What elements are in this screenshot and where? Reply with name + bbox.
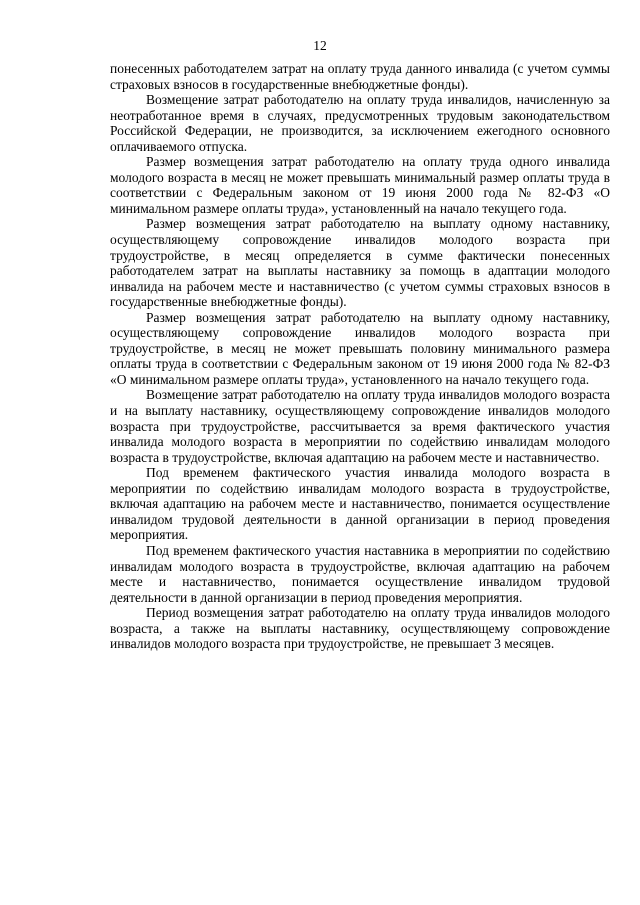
paragraph-compensation-period: Период возмещения затрат работодателю на оплату труда инвалидов молодого возраста, а также на выплаты наставнику, осуществляющему сопровождение инвалидов молодого возраста при трудоустройстве, не превышает 3 месяцев.	[110, 605, 610, 652]
paragraph-mentor-max-compensation: Размер возмещения затрат работодателю на выплату одному наставнику, осуществляющему сопровождение инвалидов молодого возраста при трудоустройстве, в месяц не может превышать половину минимального размера оплаты труда в соответствии с Федеральным законом от 19 июня 2000 года № 82-ФЗ «О минимальном размере оплаты труда», установленного на начало текущего года.	[110, 309, 610, 387]
paragraph-mentor-compensation: Размер возмещения затрат работодателю на выплату одному наставнику, осуществляющему сопровождение инвалидов молодого возраста при трудоустройстве, в месяц определяется в сумме фактически понесенных работодателем затрат на выплаты наставнику за помощь в адаптации молодого инвалида на рабочем месте и наставничество (с учетом суммы страховых взносов в государственные внебюджетные фонды).	[110, 216, 610, 310]
paragraph-mentor-participation-time: Под временем фактического участия наставника в мероприятии по содействию инвалидам молодого возраста в трудоустройстве, включая адаптацию на рабочем месте и наставничество, понимается осуществление инвалидом трудовой деятельности в данной организации в период проведения мероприятия.	[110, 542, 610, 605]
paragraph-continuation: понесенных работодателем затрат на оплату труда данного инвалида (с учетом суммы страховых взносов в государственные внебюджетные фонды).	[110, 61, 610, 92]
page-number: 12	[313, 38, 327, 53]
paragraph-max-wage-compensation: Размер возмещения затрат работодателю на оплату труда одного инвалида молодого возраста в месяц не может превышать минимальный размер оплаты труда в соответствии с Федеральным законом от 19 июня 2000 года № 82-ФЗ «О минимальном размере оплаты труда», установленный на начало текущего года.	[110, 154, 610, 216]
paragraph-disabled-participation-time: Под временем фактического участия инвалида молодого возраста в мероприятии по содействию инвалидам молодого возраста в трудоустройстве, включая адаптацию на рабочем месте и наставничество, понимается осуществление инвалидом трудовой деятельности в данной организации в период проведения мероприятия.	[110, 465, 610, 543]
paragraph-compensation-calculation: Возмещение затрат работодателю на оплату труда инвалидов молодого возраста и на выплату наставнику, осуществляющему сопровождение инвалидов молодого возраста при трудоустройстве, рассчитывается за время фактического участия инвалида молодого возраста в мероприятии по содействию инвалидам молодого возраста в трудоустройстве, включая адаптацию на рабочем месте и наставничество.	[110, 387, 610, 465]
document-body	[110, 61, 610, 652]
paragraph-unworked-time: Возмещение затрат работодателю на оплату труда инвалидов, начисленную за неотработанное время в случаях, предусмотренных трудовым законодательством Российской Федерации, не производится, за исключением ежегодного основного оплачиваемого отпуска.	[110, 92, 610, 154]
